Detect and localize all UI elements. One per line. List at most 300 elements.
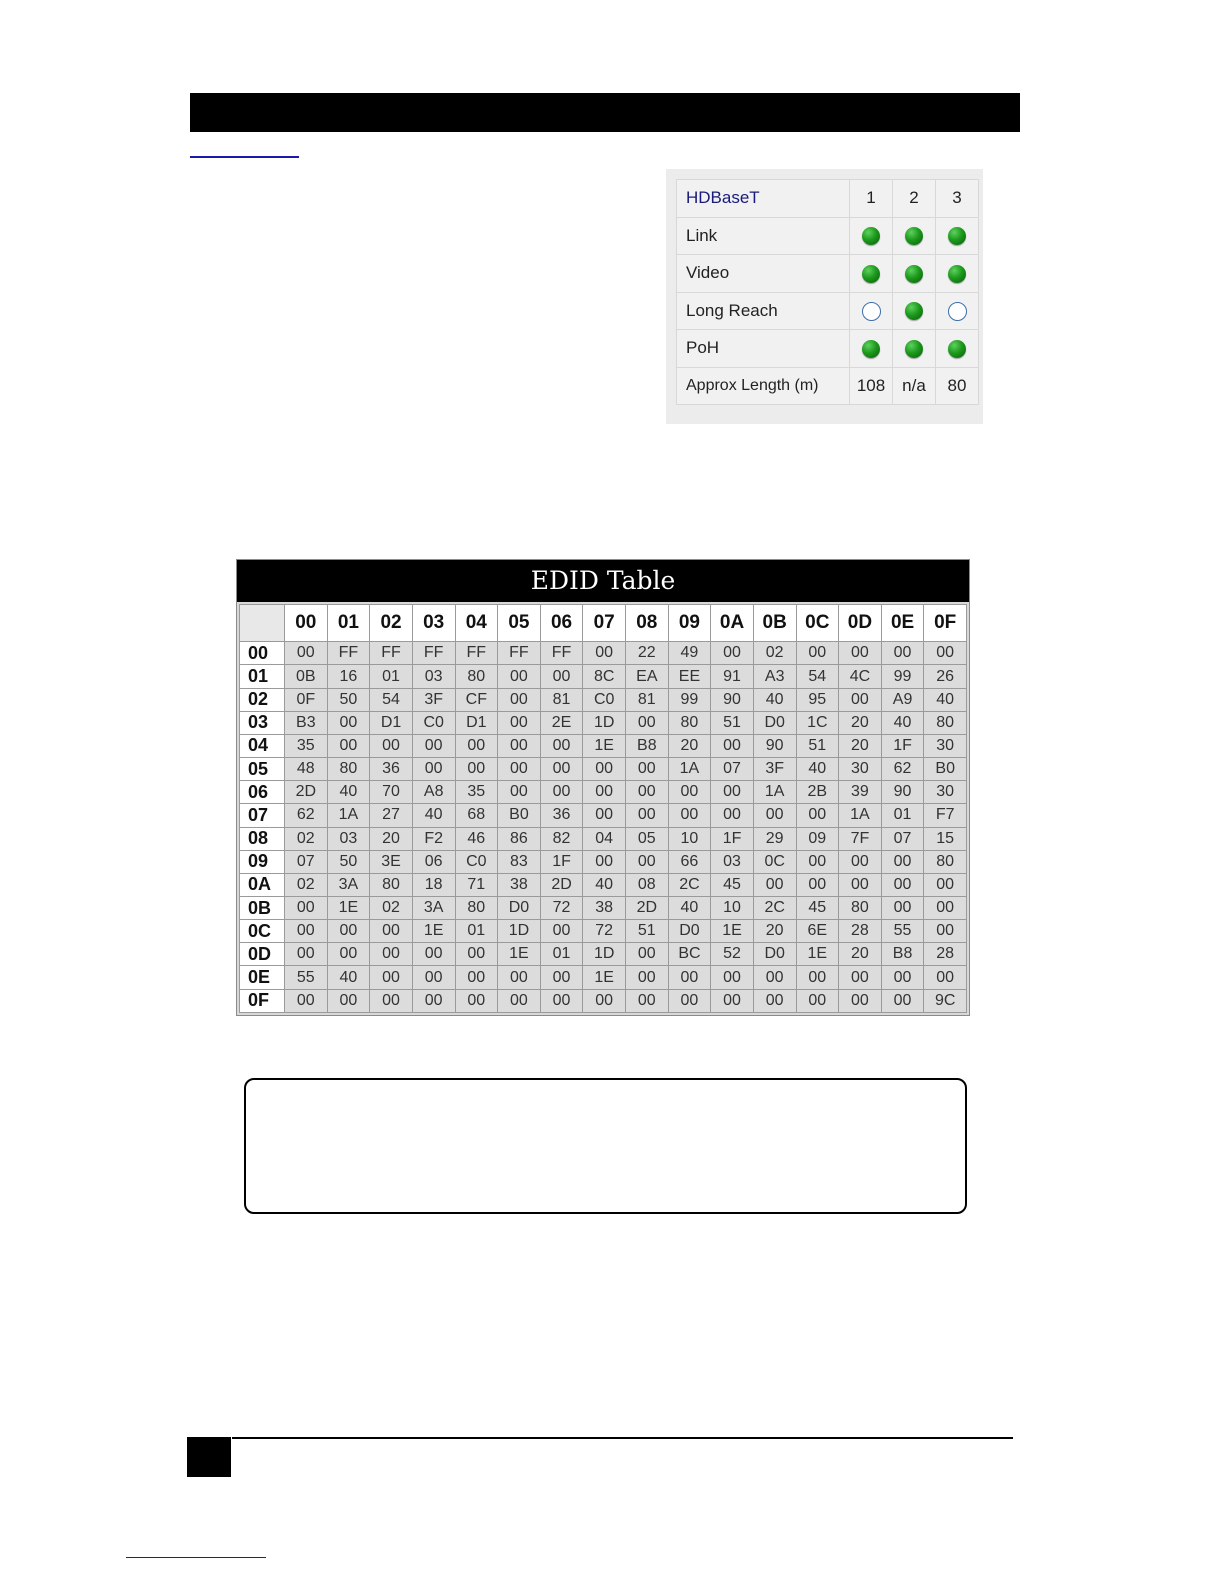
edid-byte-cell: FF — [455, 642, 498, 665]
edid-byte-cell: 00 — [455, 943, 498, 966]
edid-byte-cell: 00 — [839, 850, 882, 873]
edid-byte-cell: 00 — [924, 896, 967, 919]
edid-byte-cell: 00 — [583, 642, 626, 665]
status-led-on-icon — [905, 227, 923, 245]
edid-byte-cell: 1D — [583, 943, 626, 966]
edid-byte-cell: 00 — [455, 966, 498, 989]
edid-row — [240, 711, 967, 734]
edid-byte-cell: 00 — [412, 966, 455, 989]
hdbaset-title: HDBaseT — [677, 180, 850, 218]
edid-byte-cell: 51 — [711, 711, 754, 734]
edid-row — [240, 804, 967, 827]
edid-byte-cell: 70 — [370, 781, 413, 804]
edid-byte-cell: 62 — [881, 758, 924, 781]
edid-byte-cell: 6E — [796, 920, 839, 943]
edid-byte-cell: 00 — [626, 781, 669, 804]
edid-byte-cell: 7F — [839, 827, 882, 850]
status-led-on-icon — [905, 265, 923, 283]
edid-byte-cell: 00 — [753, 989, 796, 1012]
edid-byte-cell: 00 — [839, 966, 882, 989]
edid-column-header: 0D — [839, 605, 882, 642]
edid-byte-cell: 27 — [370, 804, 413, 827]
header-bar — [190, 93, 1020, 132]
edid-byte-cell: 2E — [540, 711, 583, 734]
status-cell — [893, 255, 936, 293]
edid-byte-cell: 00 — [327, 943, 370, 966]
edid-byte-cell: B0 — [498, 804, 541, 827]
status-led-on-icon — [862, 340, 880, 358]
edid-byte-cell: 3A — [327, 873, 370, 896]
edid-byte-cell: 00 — [540, 758, 583, 781]
edid-byte-cell: 18 — [412, 873, 455, 896]
port-3-header: 3 — [936, 180, 979, 218]
edid-byte-cell: FF — [370, 642, 413, 665]
edid-byte-cell: 40 — [412, 804, 455, 827]
edid-byte-cell: D0 — [753, 711, 796, 734]
status-cell — [936, 217, 979, 255]
edid-byte-cell: 51 — [626, 920, 669, 943]
edid-byte-cell: 26 — [924, 665, 967, 688]
status-led-on-icon — [862, 227, 880, 245]
edid-byte-cell: A3 — [753, 665, 796, 688]
edid-byte-cell: 02 — [285, 827, 328, 850]
edid-byte-cell: 00 — [327, 711, 370, 734]
edid-byte-cell: 00 — [327, 920, 370, 943]
edid-byte-cell: 80 — [327, 758, 370, 781]
edid-byte-cell: 83 — [498, 850, 541, 873]
edid-byte-cell: 45 — [796, 896, 839, 919]
edid-byte-cell: 00 — [881, 896, 924, 919]
status-led-off-icon — [948, 302, 967, 321]
edid-byte-cell: 2D — [540, 873, 583, 896]
edid-byte-cell: 00 — [753, 804, 796, 827]
edid-byte-cell: B8 — [626, 734, 669, 757]
edid-byte-cell: 40 — [881, 711, 924, 734]
edid-byte-cell: 30 — [839, 758, 882, 781]
edid-byte-cell: F2 — [412, 827, 455, 850]
edid-byte-cell: 1C — [796, 711, 839, 734]
edid-byte-cell: CF — [455, 688, 498, 711]
edid-byte-cell: 68 — [455, 804, 498, 827]
edid-column-header: 03 — [412, 605, 455, 642]
edid-byte-cell: 16 — [327, 665, 370, 688]
edid-byte-cell: 00 — [924, 920, 967, 943]
edid-byte-cell: B0 — [924, 758, 967, 781]
edid-byte-cell: 20 — [753, 920, 796, 943]
edid-byte-cell: 81 — [626, 688, 669, 711]
edid-byte-cell: B3 — [285, 711, 328, 734]
edid-byte-cell: 03 — [711, 850, 754, 873]
edid-byte-cell: 00 — [498, 665, 541, 688]
edid-byte-cell: 00 — [668, 989, 711, 1012]
edid-byte-cell: 80 — [668, 711, 711, 734]
edid-byte-cell: 00 — [540, 665, 583, 688]
edid-byte-cell: 55 — [881, 920, 924, 943]
approx-length-label: Approx Length (m) — [677, 367, 850, 405]
edid-byte-cell: 00 — [881, 966, 924, 989]
edid-byte-cell: 40 — [668, 896, 711, 919]
note-box — [244, 1078, 967, 1214]
edid-byte-cell: 00 — [498, 734, 541, 757]
edid-row-header: 00 — [240, 642, 285, 665]
edid-row — [240, 734, 967, 757]
edid-byte-cell: 00 — [626, 989, 669, 1012]
edid-byte-cell: 01 — [370, 665, 413, 688]
edid-byte-cell: 00 — [327, 989, 370, 1012]
edid-byte-cell: 00 — [626, 966, 669, 989]
edid-byte-cell: 00 — [881, 873, 924, 896]
edid-byte-cell: D1 — [370, 711, 413, 734]
edid-byte-cell: 55 — [285, 966, 328, 989]
status-cell — [893, 292, 936, 330]
edid-byte-cell: 00 — [370, 989, 413, 1012]
edid-byte-cell: EA — [626, 665, 669, 688]
edid-byte-cell: 1A — [668, 758, 711, 781]
edid-byte-cell: 1E — [583, 966, 626, 989]
page-number-block — [187, 1437, 231, 1477]
edid-byte-cell: 00 — [626, 711, 669, 734]
edid-byte-cell: 00 — [839, 688, 882, 711]
edid-byte-cell: 1A — [839, 804, 882, 827]
edid-byte-cell: 00 — [455, 989, 498, 1012]
edid-byte-cell: 01 — [455, 920, 498, 943]
edid-byte-cell: 40 — [583, 873, 626, 896]
edid-byte-cell: BC — [668, 943, 711, 966]
edid-byte-cell: 30 — [924, 734, 967, 757]
status-led-on-icon — [948, 227, 966, 245]
edid-byte-cell: 71 — [455, 873, 498, 896]
edid-byte-cell: 07 — [285, 850, 328, 873]
top-link-underline[interactable] — [190, 156, 299, 158]
edid-byte-cell: 28 — [924, 943, 967, 966]
edid-byte-cell: 00 — [412, 734, 455, 757]
edid-byte-cell: 00 — [540, 920, 583, 943]
edid-byte-cell: 80 — [839, 896, 882, 919]
edid-byte-cell: 3F — [412, 688, 455, 711]
edid-byte-cell: 10 — [668, 827, 711, 850]
edid-byte-cell: 62 — [285, 804, 328, 827]
edid-byte-cell: 00 — [626, 758, 669, 781]
edid-row-header: 02 — [240, 688, 285, 711]
edid-byte-cell: 00 — [540, 966, 583, 989]
edid-byte-cell: 07 — [711, 758, 754, 781]
edid-byte-cell: 1D — [583, 711, 626, 734]
edid-column-header: 01 — [327, 605, 370, 642]
edid-byte-cell: 2C — [668, 873, 711, 896]
edid-column-header: 02 — [370, 605, 413, 642]
edid-byte-cell: 00 — [711, 989, 754, 1012]
edid-byte-cell: 05 — [626, 827, 669, 850]
status-led-on-icon — [905, 302, 923, 320]
edid-byte-cell: 2D — [626, 896, 669, 919]
footer-rule — [232, 1437, 1013, 1439]
edid-byte-cell: 00 — [753, 966, 796, 989]
edid-byte-cell: 00 — [370, 734, 413, 757]
port-2-header: 2 — [893, 180, 936, 218]
edid-byte-cell: 50 — [327, 850, 370, 873]
edid-byte-cell: 22 — [626, 642, 669, 665]
edid-byte-cell: 00 — [711, 642, 754, 665]
edid-byte-cell: 99 — [668, 688, 711, 711]
edid-byte-cell: 00 — [412, 989, 455, 1012]
edid-byte-cell: B8 — [881, 943, 924, 966]
edid-row — [240, 873, 967, 896]
edid-byte-cell: 46 — [455, 827, 498, 850]
status-cell — [936, 292, 979, 330]
edid-byte-cell: 8C — [583, 665, 626, 688]
edid-byte-cell: 66 — [668, 850, 711, 873]
status-cell — [893, 217, 936, 255]
edid-byte-cell: 00 — [626, 850, 669, 873]
edid-byte-cell: 3A — [412, 896, 455, 919]
edid-byte-cell: 82 — [540, 827, 583, 850]
status-cell — [936, 330, 979, 368]
edid-row — [240, 827, 967, 850]
edid-byte-cell: 38 — [498, 873, 541, 896]
bottom-link-underline[interactable] — [126, 1557, 266, 1558]
edid-byte-cell: 72 — [540, 896, 583, 919]
edid-byte-cell: 00 — [668, 804, 711, 827]
edid-byte-cell: 54 — [370, 688, 413, 711]
edid-byte-cell: 00 — [455, 758, 498, 781]
edid-byte-cell: D1 — [455, 711, 498, 734]
edid-byte-cell: 1E — [412, 920, 455, 943]
edid-column-header: 07 — [583, 605, 626, 642]
edid-row-header: 01 — [240, 665, 285, 688]
edid-byte-cell: 00 — [881, 850, 924, 873]
edid-byte-cell: 00 — [626, 804, 669, 827]
edid-byte-cell: 9C — [924, 989, 967, 1012]
edid-byte-cell: 36 — [370, 758, 413, 781]
edid-byte-cell: 91 — [711, 665, 754, 688]
edid-byte-cell: 00 — [540, 734, 583, 757]
edid-byte-cell: 99 — [881, 665, 924, 688]
hdbaset-row-video — [677, 255, 979, 293]
edid-byte-cell: 06 — [412, 850, 455, 873]
edid-row — [240, 781, 967, 804]
edid-byte-cell: 48 — [285, 758, 328, 781]
edid-byte-cell: 00 — [583, 781, 626, 804]
edid-row-header: 07 — [240, 804, 285, 827]
edid-byte-cell: 00 — [839, 873, 882, 896]
edid-byte-cell: 00 — [796, 850, 839, 873]
hdbaset-row-long-reach — [677, 292, 979, 330]
hdbaset-status-panel — [666, 169, 983, 424]
edid-byte-cell: C0 — [583, 688, 626, 711]
status-cell — [850, 217, 893, 255]
edid-byte-cell: 1E — [711, 920, 754, 943]
status-cell — [850, 255, 893, 293]
edid-byte-cell: A9 — [881, 688, 924, 711]
edid-byte-cell: 1E — [796, 943, 839, 966]
edid-byte-cell: 49 — [668, 642, 711, 665]
edid-byte-cell: 01 — [881, 804, 924, 827]
edid-byte-cell: 40 — [796, 758, 839, 781]
edid-byte-cell: 39 — [839, 781, 882, 804]
approx-length-value: 108 — [850, 367, 893, 405]
edid-row — [240, 642, 967, 665]
edid-column-header: 04 — [455, 605, 498, 642]
edid-byte-cell: 1A — [753, 781, 796, 804]
edid-byte-cell: D0 — [498, 896, 541, 919]
edid-row-header: 04 — [240, 734, 285, 757]
edid-byte-cell: C0 — [455, 850, 498, 873]
edid-byte-cell: D0 — [753, 943, 796, 966]
edid-byte-cell: 00 — [498, 758, 541, 781]
edid-byte-cell: 00 — [498, 989, 541, 1012]
edid-byte-cell: 0F — [285, 688, 328, 711]
edid-row-header: 08 — [240, 827, 285, 850]
edid-byte-cell: 00 — [540, 781, 583, 804]
edid-byte-cell: 81 — [540, 688, 583, 711]
edid-byte-cell: 00 — [711, 804, 754, 827]
edid-column-header: 06 — [540, 605, 583, 642]
edid-row — [240, 966, 967, 989]
edid-row — [240, 896, 967, 919]
edid-byte-cell: 00 — [881, 642, 924, 665]
edid-byte-cell: 09 — [796, 827, 839, 850]
edid-byte-cell: 03 — [327, 827, 370, 850]
edid-byte-cell: 95 — [796, 688, 839, 711]
edid-byte-cell: 0B — [285, 665, 328, 688]
edid-byte-cell: 29 — [753, 827, 796, 850]
edid-byte-cell: 01 — [540, 943, 583, 966]
edid-byte-cell: 2D — [285, 781, 328, 804]
edid-row — [240, 943, 967, 966]
edid-byte-cell: 15 — [924, 827, 967, 850]
edid-row — [240, 758, 967, 781]
edid-byte-cell: 4C — [839, 665, 882, 688]
edid-byte-cell: 80 — [370, 873, 413, 896]
edid-byte-cell: 40 — [327, 781, 370, 804]
edid-row — [240, 920, 967, 943]
edid-byte-cell: 00 — [583, 850, 626, 873]
edid-byte-cell: 1F — [881, 734, 924, 757]
edid-corner-cell — [240, 605, 285, 642]
edid-row-header: 0B — [240, 896, 285, 919]
edid-byte-cell: 1F — [711, 827, 754, 850]
edid-byte-cell: 00 — [370, 966, 413, 989]
edid-byte-cell: 36 — [540, 804, 583, 827]
edid-byte-cell: 20 — [839, 711, 882, 734]
edid-byte-cell: 54 — [796, 665, 839, 688]
hdbaset-row-approx-length — [677, 367, 979, 405]
edid-byte-cell: C0 — [412, 711, 455, 734]
edid-byte-cell: 00 — [285, 642, 328, 665]
edid-column-header: 0B — [753, 605, 796, 642]
edid-byte-cell: 00 — [881, 989, 924, 1012]
edid-byte-cell: 80 — [924, 850, 967, 873]
edid-byte-cell: 20 — [370, 827, 413, 850]
edid-byte-cell: 90 — [881, 781, 924, 804]
edid-byte-cell: 80 — [455, 896, 498, 919]
status-cell — [850, 330, 893, 368]
edid-byte-cell: 1E — [583, 734, 626, 757]
edid-column-header: 00 — [285, 605, 328, 642]
hdbaset-status-table — [676, 179, 979, 405]
edid-byte-cell: FF — [412, 642, 455, 665]
approx-length-value: n/a — [893, 367, 936, 405]
edid-byte-cell: 00 — [626, 943, 669, 966]
edid-byte-cell: 00 — [285, 920, 328, 943]
edid-byte-cell: 00 — [498, 966, 541, 989]
status-led-on-icon — [948, 340, 966, 358]
edid-row-header: 0E — [240, 966, 285, 989]
edid-byte-cell: 10 — [711, 896, 754, 919]
edid-byte-cell: 72 — [583, 920, 626, 943]
edid-byte-cell: F7 — [924, 804, 967, 827]
edid-byte-cell: EE — [668, 665, 711, 688]
port-1-header: 1 — [850, 180, 893, 218]
edid-byte-cell: 1A — [327, 804, 370, 827]
edid-byte-cell: 00 — [327, 734, 370, 757]
edid-byte-cell: 86 — [498, 827, 541, 850]
edid-byte-cell: FF — [498, 642, 541, 665]
hdbaset-row-link — [677, 217, 979, 255]
edid-byte-cell: 00 — [370, 943, 413, 966]
hdbaset-row-label: Video — [677, 255, 850, 293]
status-led-on-icon — [948, 265, 966, 283]
edid-byte-cell: 03 — [412, 665, 455, 688]
edid-column-header: 09 — [668, 605, 711, 642]
edid-column-header: 05 — [498, 605, 541, 642]
edid-byte-cell: 2C — [753, 896, 796, 919]
edid-row-header: 0A — [240, 873, 285, 896]
edid-byte-cell: 08 — [626, 873, 669, 896]
status-cell — [850, 292, 893, 330]
edid-row-header: 05 — [240, 758, 285, 781]
edid-byte-cell: 04 — [583, 827, 626, 850]
edid-byte-cell: 90 — [753, 734, 796, 757]
edid-byte-cell: 00 — [455, 734, 498, 757]
edid-row — [240, 688, 967, 711]
edid-byte-cell: 00 — [839, 989, 882, 1012]
edid-row — [240, 850, 967, 873]
hdbaset-row-label: Long Reach — [677, 292, 850, 330]
edid-byte-cell: 80 — [924, 711, 967, 734]
edid-byte-cell: 40 — [924, 688, 967, 711]
edid-row-header: 03 — [240, 711, 285, 734]
edid-row — [240, 989, 967, 1012]
edid-byte-cell: 00 — [412, 758, 455, 781]
edid-byte-cell: 35 — [285, 734, 328, 757]
edid-byte-cell: 00 — [370, 920, 413, 943]
edid-byte-cell: 00 — [285, 989, 328, 1012]
edid-byte-cell: 45 — [711, 873, 754, 896]
edid-byte-cell: 00 — [753, 873, 796, 896]
edid-byte-cell: 02 — [285, 873, 328, 896]
edid-byte-cell: 00 — [412, 943, 455, 966]
hdbaset-row-label: Link — [677, 217, 850, 255]
edid-byte-cell: 00 — [924, 966, 967, 989]
edid-byte-cell: 02 — [753, 642, 796, 665]
edid-byte-cell: 2B — [796, 781, 839, 804]
edid-byte-cell: 00 — [796, 966, 839, 989]
edid-byte-cell: 28 — [839, 920, 882, 943]
edid-byte-cell: 00 — [796, 642, 839, 665]
status-led-on-icon — [862, 265, 880, 283]
edid-byte-cell: 00 — [498, 711, 541, 734]
edid-byte-cell: 00 — [796, 989, 839, 1012]
edid-column-header: 0E — [881, 605, 924, 642]
edid-byte-cell: 38 — [583, 896, 626, 919]
hdbaset-row-label: PoH — [677, 330, 850, 368]
status-cell — [893, 330, 936, 368]
status-cell — [936, 255, 979, 293]
edid-byte-cell: A8 — [412, 781, 455, 804]
approx-length-value: 80 — [936, 367, 979, 405]
edid-byte-cell: 07 — [881, 827, 924, 850]
